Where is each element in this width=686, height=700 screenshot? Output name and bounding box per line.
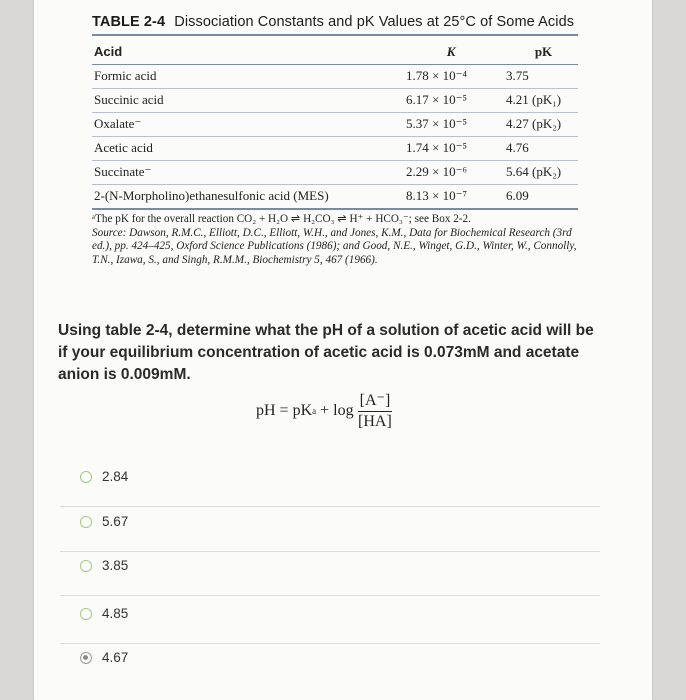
table-number: TABLE 2-4 <box>92 14 166 30</box>
formula-lhs: pH = pK <box>256 401 313 419</box>
cell-pk: 4.76 <box>506 140 529 155</box>
cell-k: 1.74 × 10⁻⁵ <box>406 140 467 155</box>
table-body <box>92 65 578 210</box>
cell-k: 5.37 × 10⁻⁵ <box>406 116 467 131</box>
header-acid: Acid <box>94 44 123 59</box>
cell-k: 8.13 × 10⁻⁷ <box>406 188 467 203</box>
cell-acid: Acetic acid <box>94 140 153 155</box>
table-row <box>92 89 578 113</box>
table-row <box>92 137 578 161</box>
table-source: Source: Dawson, R.M.C., Elliott, D.C., Elliott, W.H., and Jones, K.M., Data for Biochemical Research (3rd ed.), pp. 424–425, Oxford Science Publications (1986); and Good, N.E., Winget, G.D., Winter, W., Connolly, T.N., Izawa, S., and Singh, R.M.M., Biochemistry 5, 467 (1966). <box>92 226 577 266</box>
table-notes <box>92 213 578 267</box>
formula-log: + log <box>320 401 354 419</box>
table-row <box>92 185 578 210</box>
cell-k: 1.78 × 10⁻⁴ <box>406 68 467 83</box>
reference-table <box>92 14 578 267</box>
radio-icon[interactable] <box>80 608 92 620</box>
table-caption <box>92 14 578 36</box>
formula-fraction <box>358 390 393 431</box>
question-text: Using table 2-4, determine what the pH of a solution of acetic acid will be if your equilibrium concentration of acetic acid is 0.073mM and acetate anion is 0.009mM. <box>58 322 594 383</box>
option-label[interactable]: 3.85 <box>102 558 129 573</box>
header-pk: pK <box>534 44 553 59</box>
cell-pk: 4.21 (pK₁) <box>506 92 562 107</box>
cell-acid: Oxalate⁻ <box>94 116 142 131</box>
cell-k: 6.17 × 10⁻⁵ <box>406 92 467 107</box>
option-label[interactable]: 5.67 <box>102 514 129 529</box>
cell-pk: 3.75 <box>506 68 529 83</box>
cell-pk: 5.64 (pK₂) <box>506 164 562 179</box>
table-row <box>92 65 578 89</box>
radio-selected-icon[interactable] <box>80 652 92 664</box>
cell-k: 2.29 × 10⁻⁶ <box>406 164 467 179</box>
radio-icon[interactable] <box>80 560 92 572</box>
option-label[interactable]: 2.84 <box>102 469 129 484</box>
cell-acid: Succinic acid <box>94 92 164 107</box>
cell-acid: Succinate⁻ <box>94 164 152 179</box>
formula-sub: a <box>312 405 317 416</box>
header-k: K <box>446 44 456 59</box>
table-footnote: ᵃThe pK for the overall reaction CO₂ + H₂O ⇌ H₂CO₃ ⇌ H⁺ + HCO₃⁻; see Box 2-2. <box>92 213 471 225</box>
answer-option-5[interactable] <box>60 633 600 687</box>
radio-icon[interactable] <box>80 471 92 483</box>
answer-option-3[interactable] <box>60 541 600 596</box>
radio-icon[interactable] <box>80 516 92 528</box>
cell-pk: 4.27 (pK₂) <box>506 116 562 131</box>
table-row <box>92 113 578 137</box>
table-header <box>92 36 578 65</box>
cell-pk: 6.09 <box>506 188 529 203</box>
ph-formula <box>256 390 392 431</box>
formula-numerator: [A⁻] <box>358 390 393 412</box>
table-row <box>92 161 578 185</box>
cell-acid: 2-(N-Morpholino)ethanesulfonic acid (MES) <box>94 188 329 203</box>
table-title: Dissociation Constants and pK Values at 25°C of Some Acids <box>174 14 575 30</box>
cell-acid: Formic acid <box>94 68 157 83</box>
option-label[interactable]: 4.85 <box>102 606 129 621</box>
formula-denominator: [HA] <box>358 413 392 430</box>
option-label[interactable]: 4.67 <box>102 650 129 665</box>
